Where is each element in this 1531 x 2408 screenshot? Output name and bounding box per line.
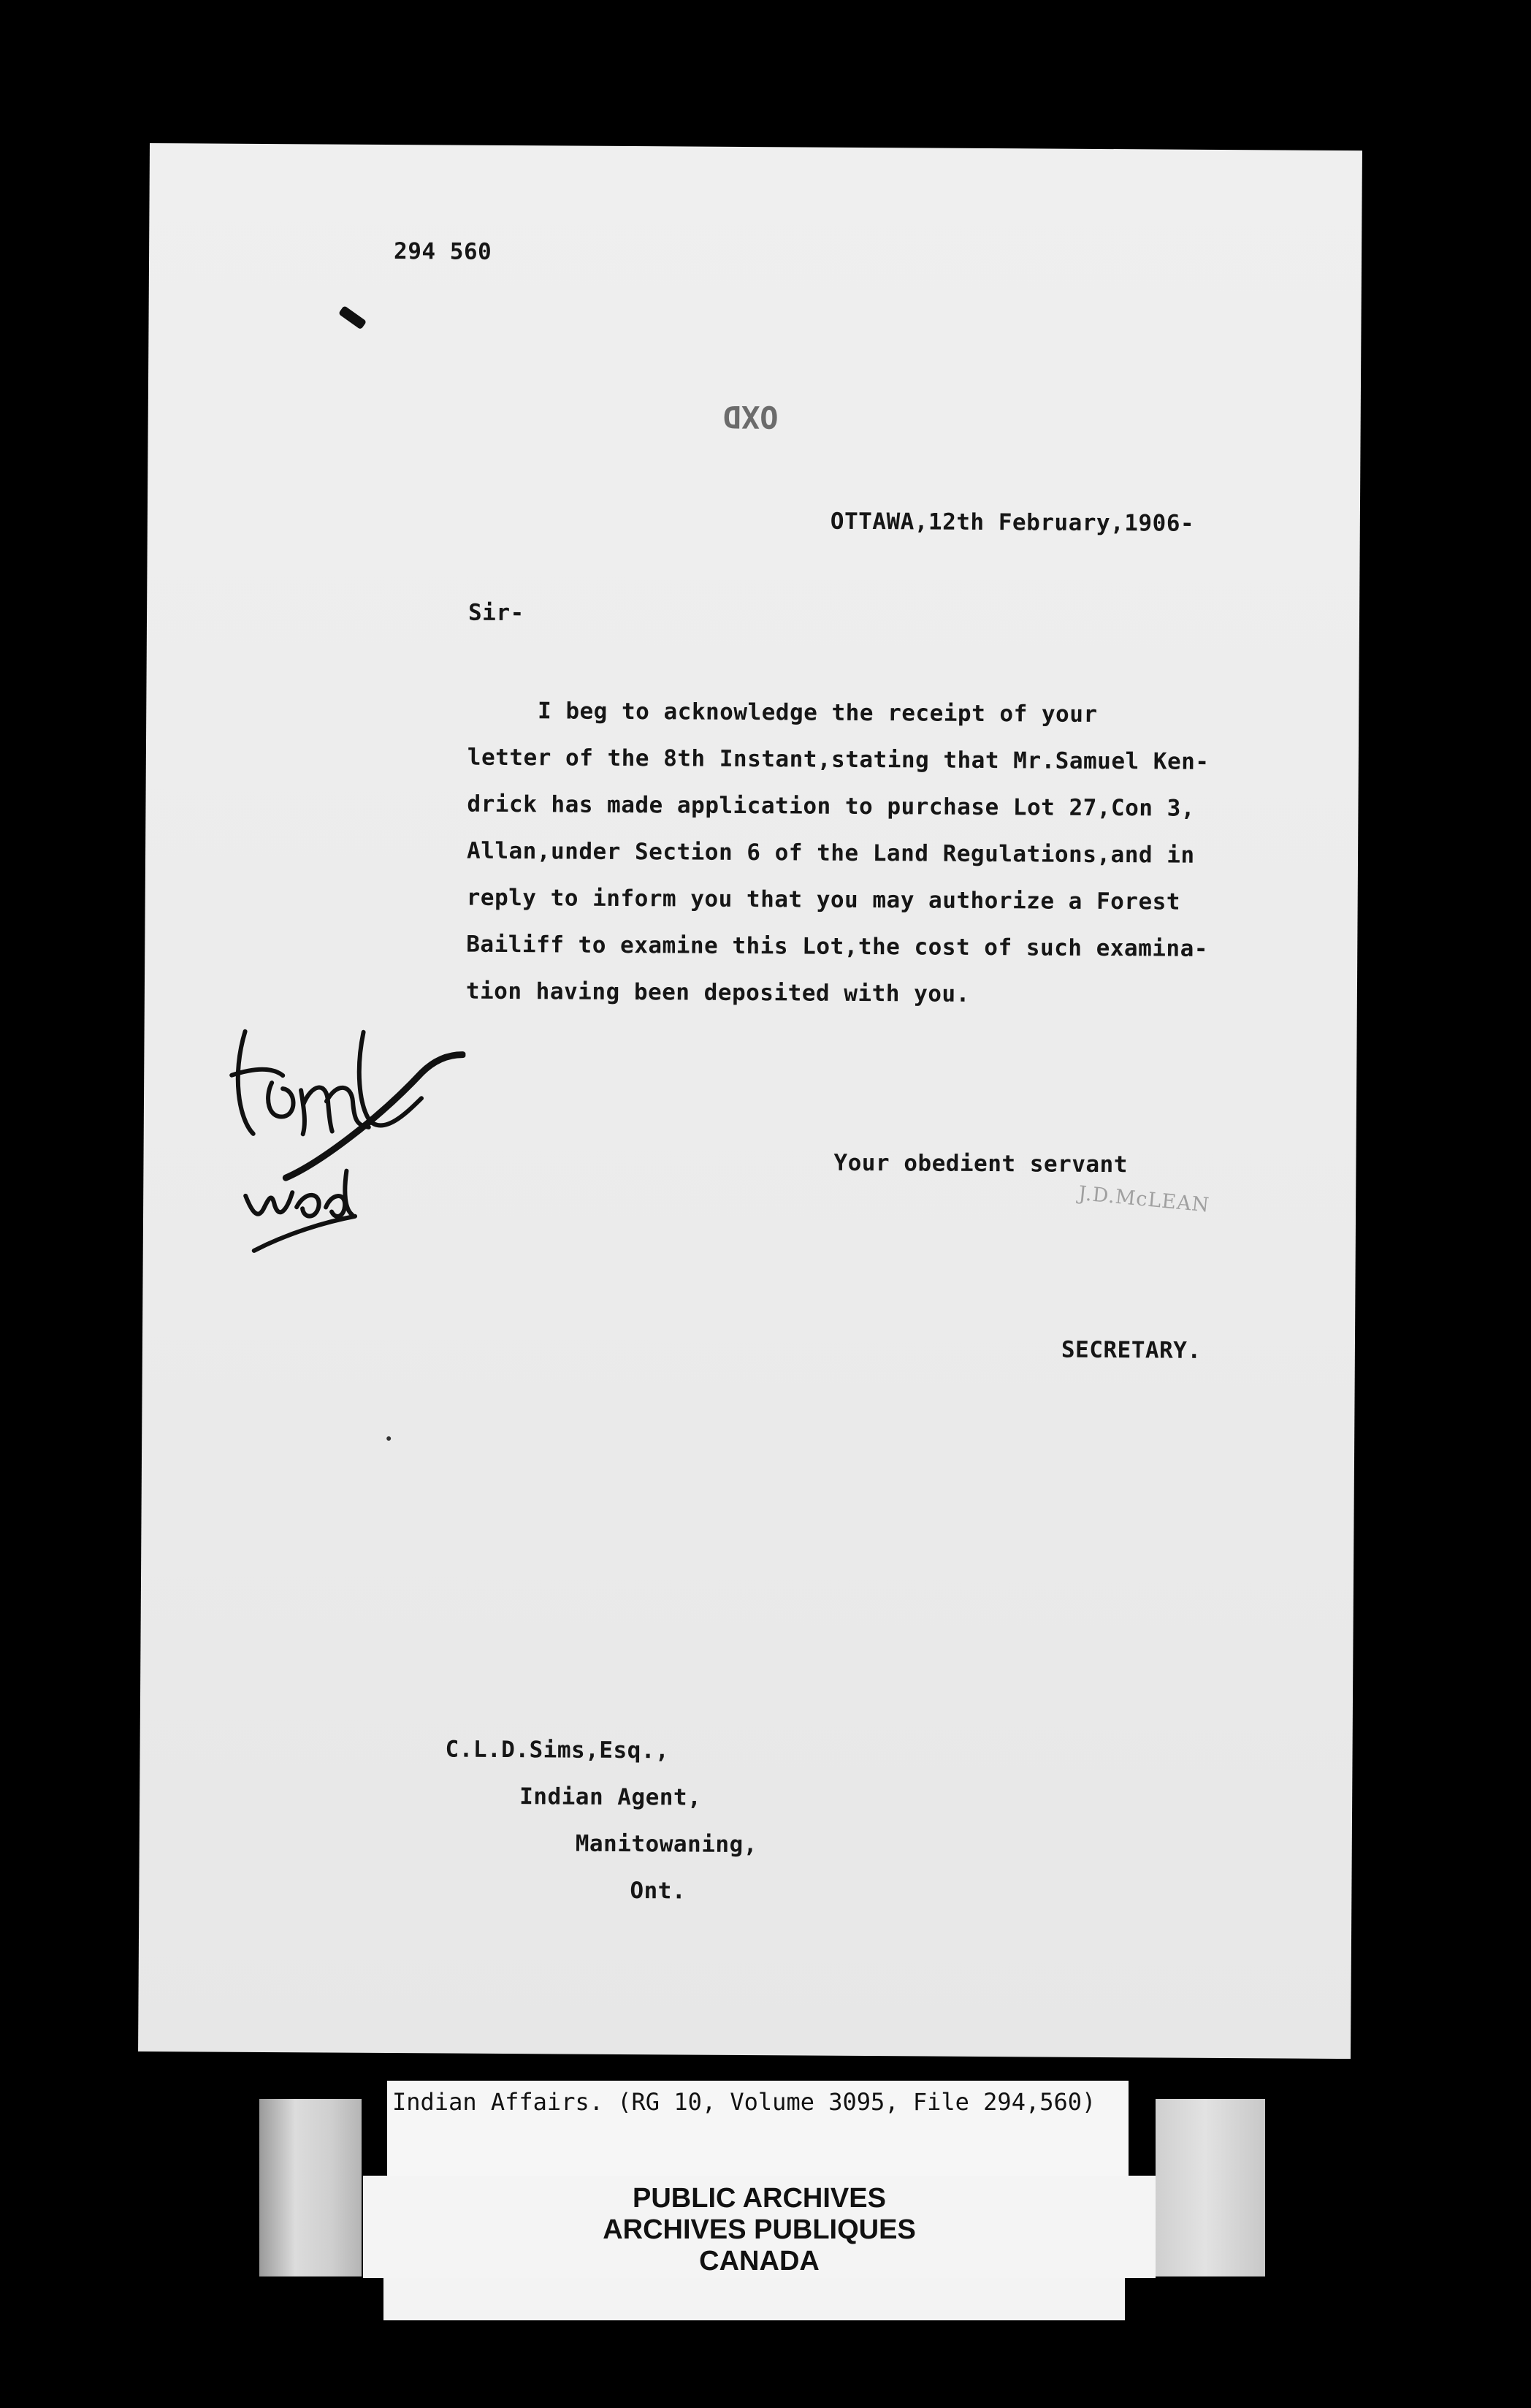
address-line: Ont.	[630, 1878, 687, 1905]
body-line: Bailiff to examine this Lot,the cost of such examina-	[466, 931, 1209, 962]
received-stamp: OXD	[722, 398, 779, 435]
address-line: Indian Agent,	[519, 1783, 702, 1811]
label-bottom-strip	[383, 2278, 1125, 2320]
address-line: C.L.D.Sims,Esq.,	[445, 1736, 670, 1764]
label-edge-right	[1156, 2099, 1265, 2276]
body-line: drick has made application to purchase Lot 27,Con 3,	[467, 790, 1196, 822]
body-line: Allan,under Section 6 of the Land Regulations,and in	[466, 837, 1195, 869]
archive-line: PUBLIC ARCHIVES	[633, 2183, 886, 2214]
signatory-title: SECRETARY.	[1061, 1336, 1202, 1364]
address-line: Manitowaning,	[575, 1830, 758, 1859]
handwritten-initials	[202, 950, 467, 1259]
archive-reference: Indian Affairs. (RG 10, Volume 3095, File 294,560)	[392, 2088, 1096, 2116]
body-line: tion having been deposited with you.	[465, 978, 970, 1007]
salutation: Sir-	[467, 599, 524, 627]
body-line: I beg to acknowledge the receipt of your	[467, 697, 1098, 728]
label-edge-left	[259, 2099, 362, 2276]
signature: J.D.McLEAN	[1077, 1182, 1211, 1217]
file-number: 294 560	[393, 238, 492, 265]
archive-line: ARCHIVES PUBLIQUES	[603, 2214, 916, 2245]
ink-mark	[338, 305, 367, 329]
body-line: letter of the 8th Instant,stating that Mr.Samuel Ken-	[467, 744, 1210, 775]
closing: Your obedient servant	[833, 1149, 1129, 1178]
speck	[386, 1436, 391, 1441]
body-line: reply to inform you that you may authorize a Forest	[466, 884, 1181, 915]
letter-page	[138, 143, 1362, 2059]
archive-name	[363, 2183, 1156, 2277]
archive-line: CANADA	[699, 2246, 820, 2276]
dateline: OTTAWA,12th February,1906-	[830, 508, 1195, 537]
